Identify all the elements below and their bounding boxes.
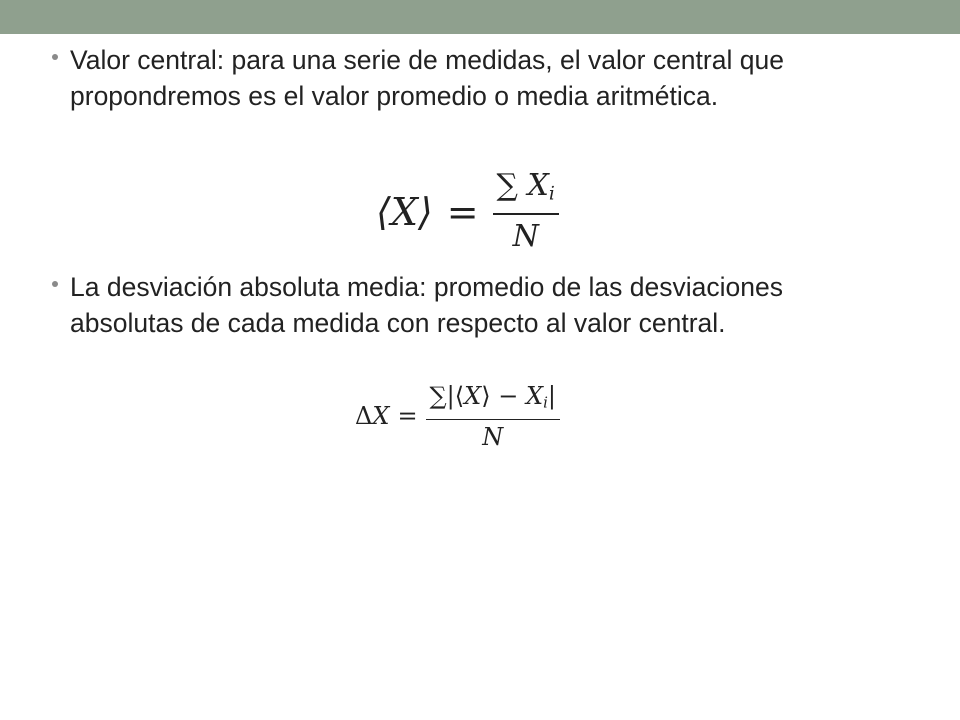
formula-mean [376,168,559,257]
bullet-dot-icon [52,281,58,287]
formula-mean-denominator: N [512,218,539,254]
formula-mean-equals: = [446,190,479,235]
sum-symbol: ∑ [496,168,518,203]
formula-deviation-equals: = [397,401,418,430]
formula-mean-numerator [493,168,559,215]
formula-deviation [355,380,560,452]
formula-mean-sub: i [548,183,555,205]
formula-deviation-numerator [426,380,560,420]
formula-deviation-var: X [525,382,544,410]
abs-close: | [547,382,556,410]
formula-deviation-fraction [426,380,560,452]
slide-header-bar [0,0,960,34]
bullet-dot-icon [52,54,58,60]
formula-mean-fraction [493,168,559,257]
formula-deviation-denominator: N [482,422,504,451]
minus-part: ⟩ − [481,382,526,410]
sum-abs-open: ∑|⟨ [429,382,465,410]
bullet-valor-central [52,42,902,114]
mean-var: X [464,382,482,410]
bullet-text: Valor central: para una serie de medidas, el valor central que propondremos es el valor promedio o media aritmética. [70,45,784,111]
bullet-desviacion-absoluta [52,269,902,341]
formula-deviation-lhs [355,402,389,430]
delta-symbol: Δ [355,401,373,430]
bullet-text: La desviación absoluta media: promedio de las desviaciones absolutas de cada medida con respecto al valor central. [70,272,783,338]
formula-deviation-lhs-var: X [372,401,390,430]
formula-mean-lhs: ⟨X⟩ [376,190,433,235]
formula-deviation-sub: i [543,393,548,412]
formula-mean-var: X [527,168,549,203]
